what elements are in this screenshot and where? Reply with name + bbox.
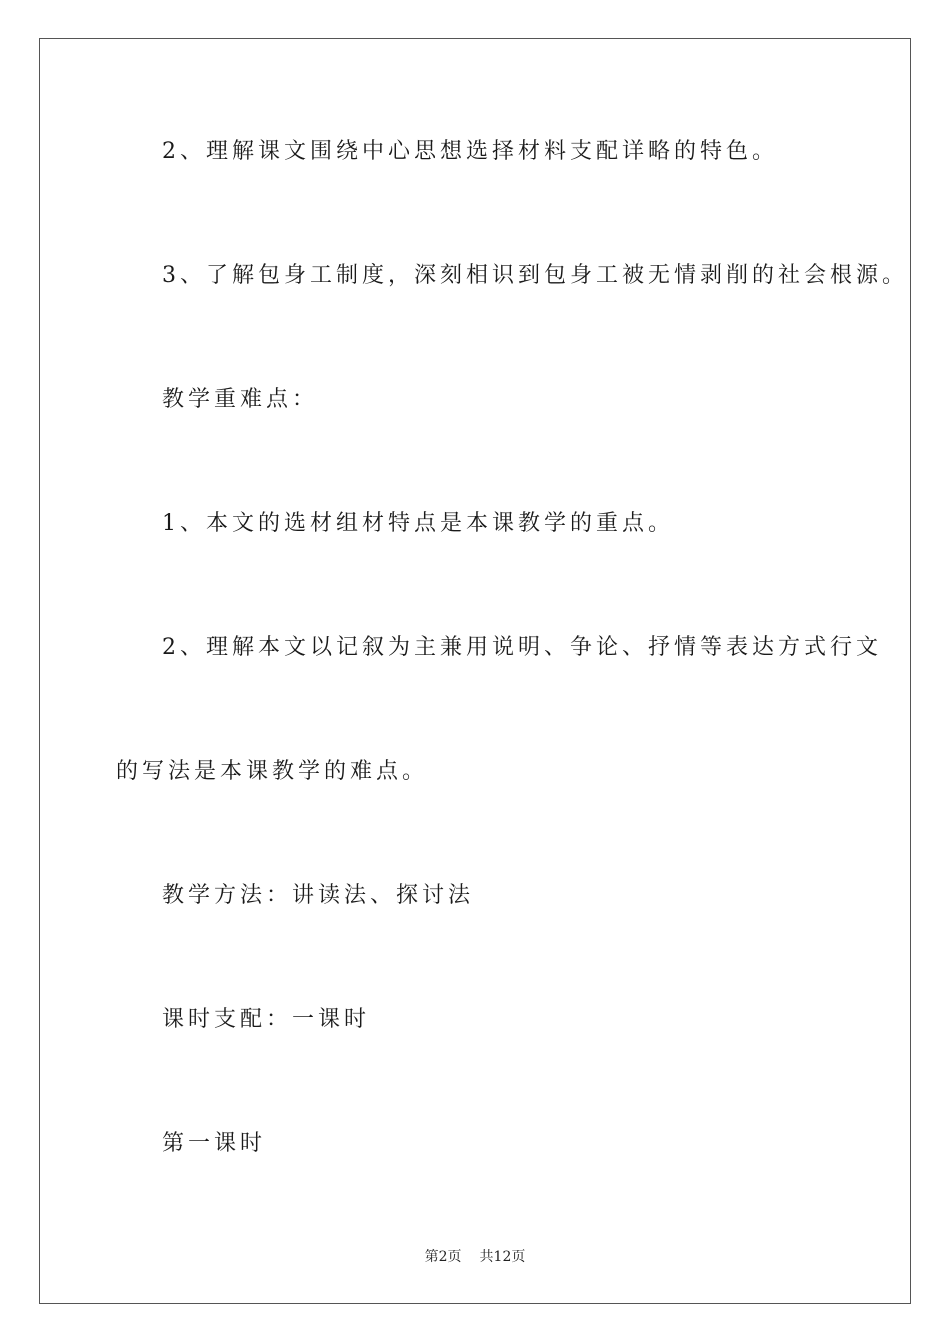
page-border [39, 38, 911, 1304]
page-number: 第2页 [424, 1249, 462, 1265]
heading-key-difficulties: 教学重难点： [162, 387, 319, 412]
page-footer [0, 1248, 950, 1266]
paragraph-key-point: 1、本文的选材组材特点是本课教学的重点。 [162, 511, 674, 536]
paragraph-difficulty-line2: 的写法是本课教学的难点。 [116, 759, 429, 784]
paragraph-objective-2: 2、理解课文围绕中心思想选择材料支配详略的特色。 [162, 139, 778, 164]
paragraph-difficulty-line1: 2、理解本文以记叙为主兼用说明、争论、抒情等表达方式行文 [162, 635, 882, 660]
paragraph-objective-3: 3、了解包身工制度，深刻相识到包身工被无情剥削的社会根源。 [162, 263, 908, 288]
heading-first-lesson: 第一课时 [162, 1131, 267, 1156]
paragraph-teaching-methods: 教学方法：讲读法、探讨法 [162, 883, 475, 908]
paragraph-class-hours: 课时支配：一课时 [162, 1007, 371, 1032]
total-pages: 共12页 [479, 1249, 526, 1265]
